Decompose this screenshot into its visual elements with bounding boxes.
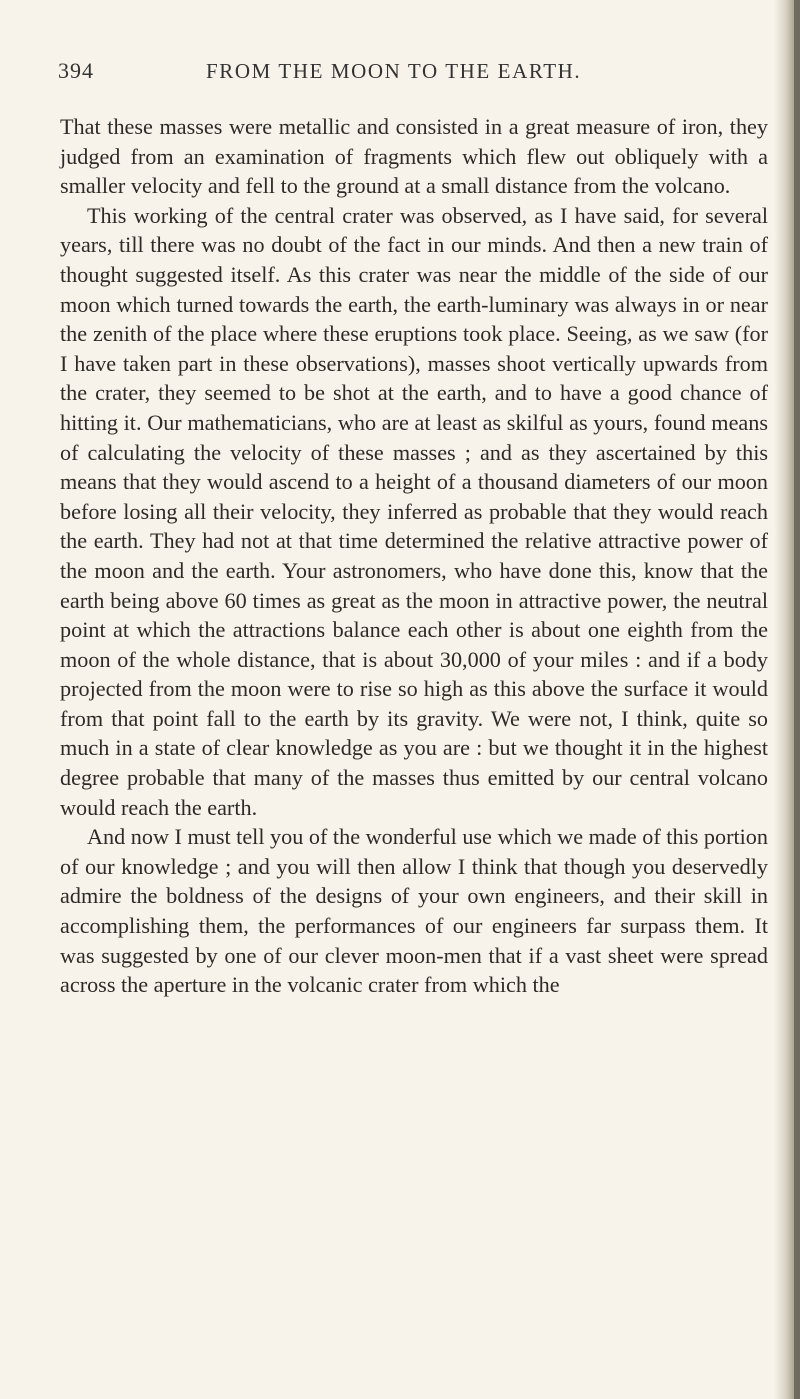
paragraph: And now I must tell you of the wonderful use which we made of this portion of our knowledge ; and you will then allow I think that though you deservedly admire the boldness of the designs of your own engineers, and their skill in accomplishing them, the performances of our engineers far surpass them. It was suggested by one of our clever moon-men that if a vast sheet were spread across the aperture in the volcanic crater from which the: [60, 824, 768, 998]
body-text: [60, 112, 768, 1000]
page-edge: [794, 0, 800, 1399]
paragraph: This working of the central crater was observed, as I have said, for several years, till there was no doubt of the fact in our minds. And then a new train of thought suggested itself. As this crater was near the middle of the side of our moon which turned towards the earth, the earth-luminary was always in or near the zenith of the place where these eruptions took place. Seeing, as we saw (for I have taken part in these observations), masses shoot vertically upwards from the crater, they seemed to be shot at the earth, and to have a good chance of hitting it. Our mathematicians, who are at least as skilful as yours, found means of calculating the velocity of these masses ; and as they ascertained by this means that they would ascend to a height of a thousand diameters of our moon before losing all their velocity, they inferred as probable that they would reach the earth. They had not at that time determined the relative attractive power of the moon and the earth. Your astronomers, who have done this, know that the earth being above 60 times as great as the moon in attractive power, the neutral point at which the attractions balance each other is about one eighth from the moon of the whole distance, that is about 30,000 of your miles : and if a body projected from the moon were to rise so high as this above the surface it would from that point fall to the earth by its gravity. We were not, I think, quite so much in a state of clear knowledge as you are : but we thought it in the highest degree probable that many of the masses thus emitted by our central volcano would reach the earth.: [60, 202, 768, 820]
paragraph: That these masses were metallic and consisted in a great measure of iron, they judged from an examination of fragments which flew out obliquely with a smaller velocity and fell to the ground at a small distance from the volcano.: [60, 114, 768, 199]
running-head: FROM THE MOON TO THE EARTH.: [206, 59, 582, 83]
page-header: [0, 58, 800, 88]
page-number: 394: [58, 58, 94, 83]
